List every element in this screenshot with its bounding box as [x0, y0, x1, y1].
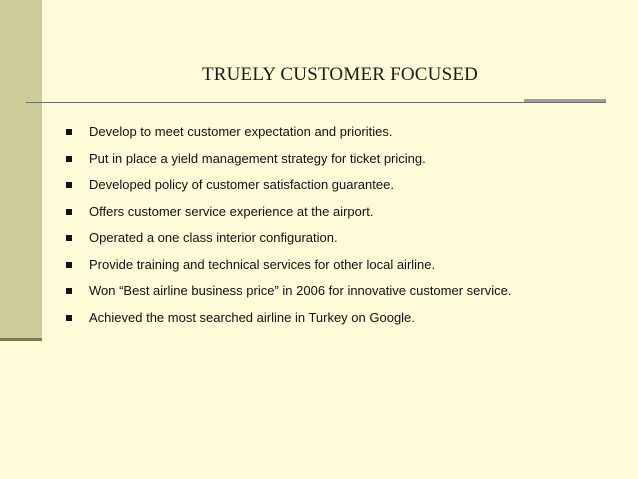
bullet-text: Operated a one class interior configuration. [89, 230, 338, 245]
square-bullet-icon [66, 235, 72, 241]
bullet-text: Achieved the most searched airline in Turkey on Google. [89, 309, 415, 325]
bullet-text: Offers customer service experience at the airport. [89, 203, 374, 219]
square-bullet-icon [66, 288, 72, 294]
bullet-text: Develop to meet customer expectation and priorities. [89, 124, 393, 139]
square-bullet-icon [66, 156, 72, 162]
title-divider [26, 102, 524, 103]
square-bullet-icon [66, 315, 72, 321]
bullet-text: Provide training and technical services for other local airline. [89, 256, 436, 272]
slide-title: TRUELY CUSTOMER FOCUSED [201, 64, 479, 85]
square-bullet-icon [66, 209, 72, 215]
side-accent-bar-edge [0, 338, 42, 341]
title-divider-accent-edge [524, 102, 606, 103]
square-bullet-icon [66, 262, 72, 268]
bullet-text: Won “Best airline business price” in 2006 for innovative customer service. [89, 283, 512, 298]
bullet-text: Developed policy of customer satisfaction guarantee. [89, 177, 394, 192]
square-bullet-icon [66, 129, 72, 135]
square-bullet-icon [66, 182, 72, 188]
bullet-text: Put in place a yield management strategy for ticket pricing. [89, 150, 426, 166]
side-accent-bar [0, 0, 42, 341]
